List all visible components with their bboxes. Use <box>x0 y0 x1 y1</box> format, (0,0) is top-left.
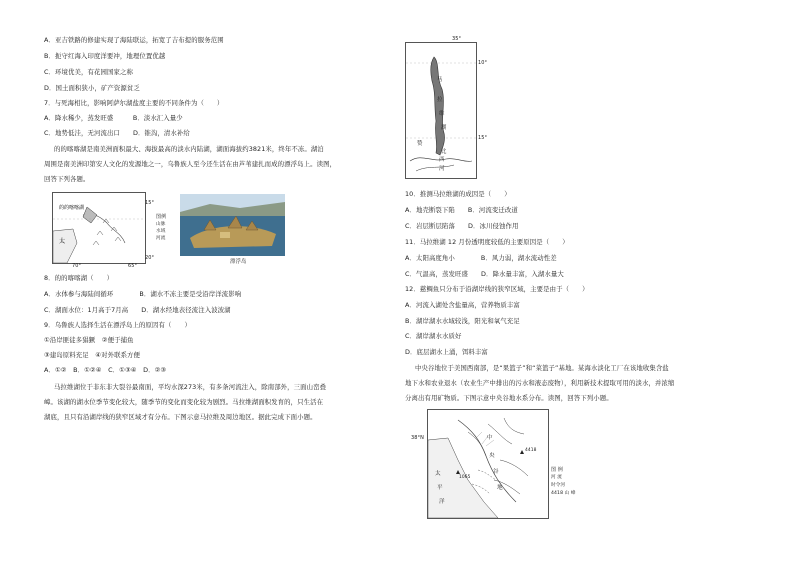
central-valley-intro-line1: 中央谷地位于美国西南部，是“果篮子”和“菜篮子”基地。某海水淡化工厂在该地收集含盐 <box>415 364 669 372</box>
map3-legend-item-seasonal-river: 时令河 <box>551 483 566 488</box>
question-9: 9．乌鲁族人选择生活在漂浮岛上的原因有（ ） <box>44 321 191 329</box>
map1-legend <box>156 214 178 242</box>
question-10: 10．推测马拉维湖的成因是（ ） <box>405 190 511 198</box>
titicaca-intro-line2: 周围是南美洲印第安人文化的发源地之一，乌鲁族人至今还生活在由芦苇建扎而成的漂浮岛上。读图， <box>44 160 337 168</box>
question-7-options-cd: C．地势低洼，无河流出口 D．锥沟，清水补给 <box>44 129 190 137</box>
option-c-prev: C．环境优美，有花园国家之称 <box>44 68 133 76</box>
map2-lat-top: 35° <box>452 36 462 42</box>
question-8-options-ab: A．水体参与海陆间循环 B．湖水不冻主要是受沿岸洋流影响 <box>44 290 242 298</box>
map3-legend-title: 图 例 <box>551 467 563 473</box>
map3-region-3: 谷 <box>493 469 499 475</box>
question-10-options-cd: C．岩层断层陷落 D．冰川侵蚀作用 <box>405 222 519 230</box>
malawi-intro-line3: 湖底，且只有沿湖岸线的狭窄区域才有分布。下图示意马拉维及周边地区。据此完成下面小题。 <box>44 413 317 421</box>
map2-label-8: 河 <box>439 166 445 172</box>
question-12: 12．慈鲷鱼只分布于沿湖岸线的狭窄区域，主要是由于（ ） <box>405 285 589 293</box>
map2-label-5: 赞 <box>417 141 423 147</box>
floating-island-photo <box>180 194 285 256</box>
map3-region-2: 央 <box>489 453 495 459</box>
question-8: 8．的的喀喀湖（ ） <box>44 274 114 282</box>
question-12-option-a: A．河流入湖处含盐量高，营养物质丰富 <box>405 301 520 309</box>
map1-lon2: 65° <box>128 263 138 269</box>
question-11-options-ab: A．太阳高度角小 B．风力弱，湖水流动性差 <box>405 254 557 262</box>
map2-label-4: 湖 <box>441 125 447 131</box>
central-valley-intro-line2: 地下水和农业退水（农业生产中排出的污水和液态废物），利用新技术提取可用的淡水，并浓缩 <box>405 379 675 387</box>
map3-legend-item-peak: 4418 山 峰 <box>551 491 576 496</box>
option-b-prev: B．扼守红海入印度洋要冲，地理位置优越 <box>44 52 166 60</box>
question-11-options-cd: C．气温高，蒸发旺盛 D．降水量丰富，入湖水量大 <box>405 270 564 278</box>
map2-label-1: 马 <box>437 77 443 83</box>
question-10-options-ab: A．地壳断裂下陷 B．河流变迁改道 <box>405 206 518 214</box>
map1-lake-label: 的的喀喀湖 <box>59 205 85 211</box>
map2-lat-low: 15° <box>478 135 488 141</box>
map2-label-6: 比 <box>441 149 447 155</box>
option-a-prev: A．亚吉铁路的修建实现了海陆联运，拓宽了吉布提的服务范围 <box>44 36 224 44</box>
question-9-items-34: ③建岛原料充足 ④对外联系方便 <box>44 351 141 359</box>
central-valley-intro-line3: 分离出有用矿物质。下图示意中央谷地水系分布。读图，回答下列小题。 <box>405 394 613 402</box>
map3-lat: 38°N <box>411 435 425 441</box>
malawi-intro-line1: 马拉维湖位于非东非大裂谷最南面，平均水深273米，有多条河流注入，除南部外，三面山峦叠 <box>54 383 327 391</box>
map1-legend-item-mountain: 山脉 <box>156 222 166 227</box>
question-7: 7．与死海相比，影响阿萨尔湖盐度主要的不同条件为（ ） <box>44 99 224 107</box>
central-valley-map <box>427 409 549 519</box>
question-12-option-d: D．底层湖水上涌，饵料丰富 <box>405 348 488 356</box>
question-12-option-c: C．湖岸湖水水质好 <box>405 332 462 340</box>
malawi-intro-line2: 嶂。该湖的湖水位季节变化较大，随季节的变化而变化较为剧烈。马拉维湖面积发育的，只生活在 <box>44 398 324 406</box>
map1-lon1: 70° <box>72 263 82 269</box>
question-7-options-ab: A．降水稀少，蒸发旺盛 B．淡水汇入量少 <box>44 114 183 122</box>
map2-lat-mid: 10° <box>478 60 488 66</box>
question-9-options: A．①② B．①②④ C．①③④ D．②③ <box>44 366 167 374</box>
map3-sea-1: 太 <box>435 471 441 477</box>
question-12-option-b: B．湖岸湖水水域较浅，阳光和氧气充足 <box>405 317 520 325</box>
map1-lat2: 20° <box>145 255 155 261</box>
map3-legend-item-river: 河 流 <box>551 475 562 480</box>
titicaca-map <box>52 192 146 264</box>
question-11: 11．马拉维湖 12 月份透明度较低的主要原因是（ ） <box>405 238 569 246</box>
map1-legend-item-river: 河流 <box>156 236 166 241</box>
question-8-options-cd: C．湖面水位：1月高于7月高 D．湖水经地表径流注入波波湖 <box>44 306 231 314</box>
map3-legend <box>551 466 587 498</box>
photo-caption: 漂浮岛 <box>230 259 247 265</box>
map3-peak1: 4418 <box>525 448 537 453</box>
map1-sea-label: 太 <box>59 238 66 245</box>
question-9-items-12: ①沿岸匪徒多猖獗 ②便于捕鱼 <box>44 336 134 344</box>
titicaca-intro-line3: 回答下列各题。 <box>44 175 90 183</box>
map2-label-2: 拉 <box>437 97 443 103</box>
map1-legend-item-water: 水域 <box>156 229 166 234</box>
map1-lat: 15° <box>145 200 155 206</box>
map1-legend-title: 图例 <box>156 214 167 220</box>
titicaca-intro-line1: 的的喀喀湖是南美洲面积最大、海拔最高的淡水内陆湖，湖面海拔约3821米，终年不冻。湖泊 <box>54 145 324 153</box>
map3-region-1: 中 <box>487 435 493 441</box>
map3-region-4: 地 <box>497 485 503 491</box>
map2-label-3: 维 <box>439 111 445 117</box>
map3-sea-3: 洋 <box>439 499 445 505</box>
map2-label-7: 西 <box>439 157 445 163</box>
map3-peak2: 1065 <box>459 475 471 480</box>
map3-sea-2: 平 <box>437 485 443 491</box>
option-d-prev: D．国土面积狭小，矿产资源贫乏 <box>44 84 140 92</box>
